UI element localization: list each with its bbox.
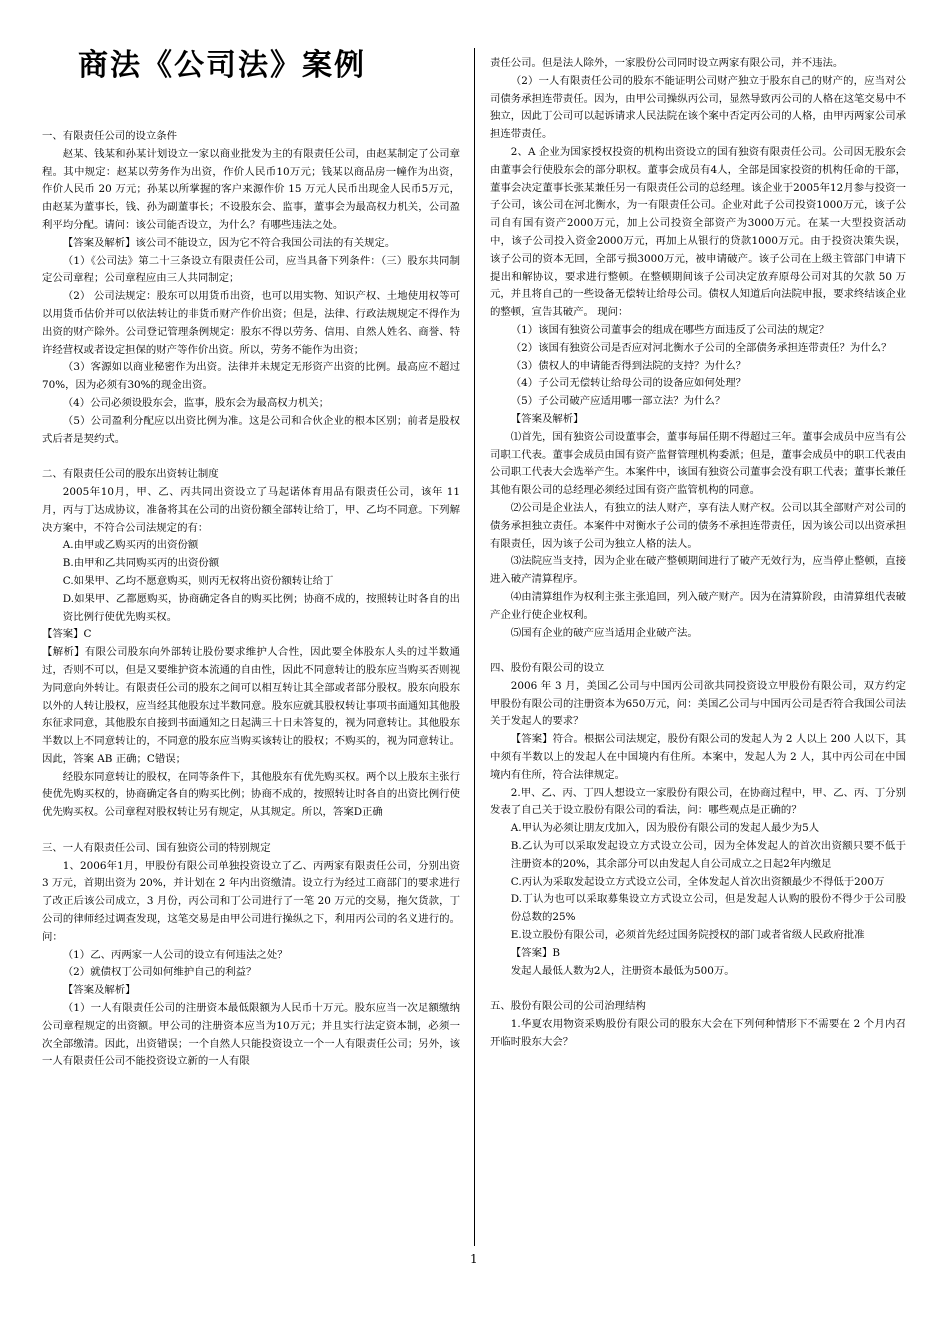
- paragraph: 赵某、钱某和孙某计划设立一家以商业批发为主的有限责任公司，由赵某制定了公司章程。其中规定：赵某以劳务作为出资，作价人民币10万元；钱某以商品房一幢作为出资，作价人民币 20 万元；孙某以所掌握的客户来源作价 15 万元人民币出现金人民币5万元，由赵某为董事长，钱、孙为副董事长；不设股东会、监事，董事会为最高权力机关，公司盈利平均分配。请问：该公司能否设立，为什么？有哪些违法之处。: [42, 147, 460, 231]
- paragraph: ⑴首先，国有独资公司设董事会，董事每届任期不得超过三年。董事会成员中应当有公司职工代表。董事会成员由国有资产监督管理机构委派；但是，董事会成员中的职工代表由公司职工代表大会选举产生。本案件中，该国有独资公司董事会没有职工代表；董事长兼任其他有限公司的总经理必须经过国有资产监管机构的同意。: [490, 430, 906, 497]
- paragraph: （1）一人有限责任公司的注册资本最低限额为人民币十万元。股东应当一次足额缴纳公司章程规定的出资额。甲公司的注册资本应当为10万元；并且实行法定资本制，必须一次全部缴清。因此，出资错误；一个自然人只能投资设立一个一人有限责任公司；另外，该一人有限责任公司不能投资设立新的一人有限: [42, 1002, 460, 1068]
- paragraph: （4）子公司无偿转让给母公司的设备应如何处理？: [510, 377, 746, 390]
- page-title: 商法《公司法》案例: [78, 48, 366, 83]
- paragraph: 【答案及解析】: [62, 984, 136, 997]
- paragraph: （1）《公司法》第二十三条设立有限责任公司，应当具备下列条件：（三）股东共同制定公司章程；公司章程应由三人共同制定；: [42, 254, 460, 285]
- paragraph: E.设立股份有限公司，必须首先经过国务院授权的部门或者省级人民政府批准: [510, 929, 865, 942]
- section-heading: 四、股份有限公司的设立: [490, 662, 605, 675]
- paragraph: ⑸国有企业的破产应当适用企业破产法。: [510, 626, 698, 639]
- paragraph: 1.华夏农用物资采购股份有限公司的股东大会在下列何种情形下不需要在 2 个月内召开临时股东大会？: [490, 1018, 906, 1048]
- paragraph: ⑵公司是企业法人，有独立的法人财产，享有法人财产权。公司以其全部财产对公司的债务承担独立责任。本案件中对衡水子公司的债务不承担连带责任，因为该公司以出资承担有限责任，因为该子公司为独立人格的法人。: [490, 501, 906, 550]
- paragraph: 【答案】C: [42, 628, 92, 641]
- paragraph: A.甲认为必须让朋友戊加入，因为股份有限公司的发起人最少为5人: [510, 822, 820, 835]
- paragraph: 责任公司。但是法人除外，一家股份公司同时设立两家有限公司，并不违法。: [490, 57, 844, 69]
- section-heading: 二、有限责任公司的股东出资转让制度: [42, 468, 219, 481]
- paragraph: D.丁认为也可以采取募集设立方式设立公司，但是发起人认购的股份不得少于公司股份总数的25%: [510, 893, 906, 924]
- paragraph: 【解析】有限公司股东向外部转让股份要求维护人合性，因此要全体股东人头的过半数通过，否则不可以，但是又要维护资本流通的自由性，因此不同意转让的股东应当购买否则视为同意向外转让。有限责任公司的股东之间可以相互转让其全部或者部分股权。股东向股东以外的人转让股权，应当经其他股东过半数同意。股东应就其股权转让事项书面通知其他股东征求同意，其他股东自接到书面通知之日起满三十日未答复的，视为同意转让。其他股东半数以上不同意转让的，不同意的股东应当购买该转让的股权；不购买的，视为同意转让。因此，答案 AB 正确；C错误；: [42, 646, 460, 765]
- paragraph: 2006 年 3 月，美国乙公司与中国丙公司欲共同投资设立甲股份有限公司，双方约定甲股份有限公司的注册资本为650万元，问：美国乙公司与中国丙公司是否符合我国公司法关于发起人的要求？: [490, 679, 906, 728]
- paragraph: C.如果甲、乙均不愿意购买，则丙无权将出资份额转让给丁: [62, 574, 334, 587]
- paragraph: （5）公司盈利分配应以出资比例为准。这是公司和合伙企业的根本区别；前者是股权式后者是契约式。: [42, 414, 460, 445]
- column-divider: [474, 48, 475, 1246]
- paragraph: 【答案及解析】该公司不能设立，因为它不符合我国公司法的有关规定。: [62, 236, 396, 249]
- paragraph: ⑷由清算组作为权利主张主张追回，列入破产财产。因为在清算阶段，由清算组代表破产企业行使企业权利。: [490, 590, 906, 621]
- paragraph: C.丙认为采取发起设立方式设立公司，全体发起人首次出资额最少不得低于200万: [510, 875, 885, 888]
- paragraph: A.由甲或乙购买丙的出资份额: [62, 539, 199, 552]
- paragraph: （2）一人有限责任公司的股东不能证明公司财产独立于股东自己的财产的，应当对公司债务承担连带责任。因为，由甲公司操纵丙公司，显然导致丙公司的人格在这笔交易中不独立，因此丁公司可以起诉请求人民法院在该个案中否定丙公司的人格，由甲丙两家公司承担连带责任。: [490, 74, 906, 141]
- left-column: [42, 128, 460, 1071]
- paragraph: 1、2006年1月，甲股份有限公司单独投资设立了乙、丙两家有限责任公司，分别出资 3 万元，首期出资为 20%，并计划在 2 年内出资缴清。设立行为经过工商部门的要求进行了改正后该公司成立，3 月份，丙公司和丁公司进行了一笔 20 万元的交易，拖欠货款，丁公司的律师经过调查发现，这笔交易是由甲公司进行操纵之下，利用丙公司的名义进行的。问：: [42, 859, 460, 943]
- page-number: 1: [470, 1252, 478, 1266]
- paragraph: （1）乙、丙两家一人公司的设立有何违法之处？: [62, 948, 288, 961]
- paragraph: （3）债权人的申请能否得到法院的支持？为什么？: [510, 359, 746, 372]
- paragraph: （4）公司必须设股东会，监事，股东会为最高权力机关；: [62, 396, 330, 409]
- paragraph: （3）客源如以商业秘密作为出资。法律并未规定无形资产出资的比例。最高应不超过70%，因为必须有30%的现金出资。: [42, 361, 460, 392]
- paragraph: 【答案】符合。根据公司法规定，股份有限公司的发起人为 2 人以上 200 人以下，其中须有半数以上的发起人在中国境内有住所。本案中，发起人为 2 人，其中丙公司在中国境内有住所，符合法律规定。: [490, 733, 906, 781]
- paragraph: （5）子公司破产应适用哪一部立法？为什么？: [510, 395, 726, 408]
- section-heading: 五、股份有限公司的公司治理结构: [490, 1000, 646, 1013]
- paragraph: 【答案】B: [510, 946, 560, 959]
- paragraph: B.由甲和乙共同购买丙的出资份额: [62, 557, 220, 570]
- paragraph: B.乙认为可以采取发起设立方式设立公司，因为全体发起人的首次出资额只要不低于注册资本的20%，其余部分可以由发起人自公司成立之日起2年内缴足: [510, 840, 906, 870]
- paragraph: 2.甲、乙、丙、丁四人想设立一家股份有限公司，在协商过程中，甲、乙、丙、丁分别发表了自己关于设立股份有限公司的看法，问：哪些观点是正确的？: [490, 786, 906, 817]
- paragraph: （2）就债权丁公司如何维护自己的利益？: [62, 966, 257, 979]
- paragraph: 【答案及解析】: [510, 412, 584, 425]
- section-heading: 一、有限责任公司的设立条件: [42, 130, 178, 142]
- paragraph: （2） 公司法规定：股东可以用货币出资，也可以用实物、知识产权、土地使用权等可以用货币估价并可以依法转让的非货币财产作价出资；但是，法律、行政法规规定不得作为出资的财产除外。公司登记管理条例规定：股东不得以劳务、信用、自然人姓名、商誉、特许经营权或者设定担保的财产等作价出资。所以，劳务不能作为出资；: [42, 290, 460, 356]
- paragraph: （2）该国有独资公司是否应对河北衡水子公司的全部债务承担连带责任？为什么？: [510, 341, 892, 354]
- right-column: [490, 55, 906, 1052]
- paragraph: （1）该国有独资公司董事会的组成在哪些方面违反了公司法的规定？: [510, 323, 830, 336]
- paragraph: ⑶法院应当支持，因为企业在破产整顿期间进行了破产无效行为，应当停止整顿，直接进入破产清算程序。: [490, 555, 906, 586]
- paragraph: 2、A 企业为国家授权投资的机构出资设立的国有独资有限责任公司。公司因无股东会由董事会行使股东会的部分职权。董事会成员有4人，全部是国家投资的机构任命的干部，董事会决定董事长张某兼任另一有限责任公司的总经理。该企业于2005年12月参与投资一子公司，该公司在河北衡水，为一有限责任公司。企业对此子公司投资1000万元，该子公司自有国有资产2000万元，加上公司投资全部资产为3000万元。在某一大型投资活动中，该子公司投入资金2000万元，再加上从银行的贷款1000万元。由于投资决策失误，该子公司的资本无回，全部亏损3000万元，被申请破产。该子公司在上级主管部门申请下提出和解协议，要求进行整顿。在整顿期间该子公司决定放弃原母公司对其的欠款 50 万元，并且将自己的一些设备无偿转让给母公司。债权人知道后向法院申报，要求终结该企业的整顿，宣告其破产。 现问：: [490, 145, 906, 319]
- paragraph: 2005年10月，甲、乙、丙共同出资设立了马起诺体育用品有限责任公司，该年 11 月，丙与丁达成协议，准备将其在公司的出资份额全部转让给丁，甲、乙均不同意。下列解决方案中，不符合公司法规定的有：: [42, 485, 460, 534]
- paragraph: D.如果甲、乙都愿购买，协商确定各自的购买比例；协商不成的，按照转让时各自的出资比例行使优先购买权。: [62, 592, 460, 623]
- section-heading: 三、一人有限责任公司、国有独资公司的特别规定: [42, 841, 271, 854]
- paragraph: 经股东同意转让的股权，在同等条件下，其他股东有优先购买权。两个以上股东主张行使优先购买权的，协商确定各自的购买比例；协商不成的，按照转让时各自的出资比例行使优先购买权。公司章程对股权转让另有规定，从其规定。所以，答案D正确: [42, 770, 460, 819]
- paragraph: 发起人最低人数为2人，注册资本最低为500万。: [510, 964, 735, 977]
